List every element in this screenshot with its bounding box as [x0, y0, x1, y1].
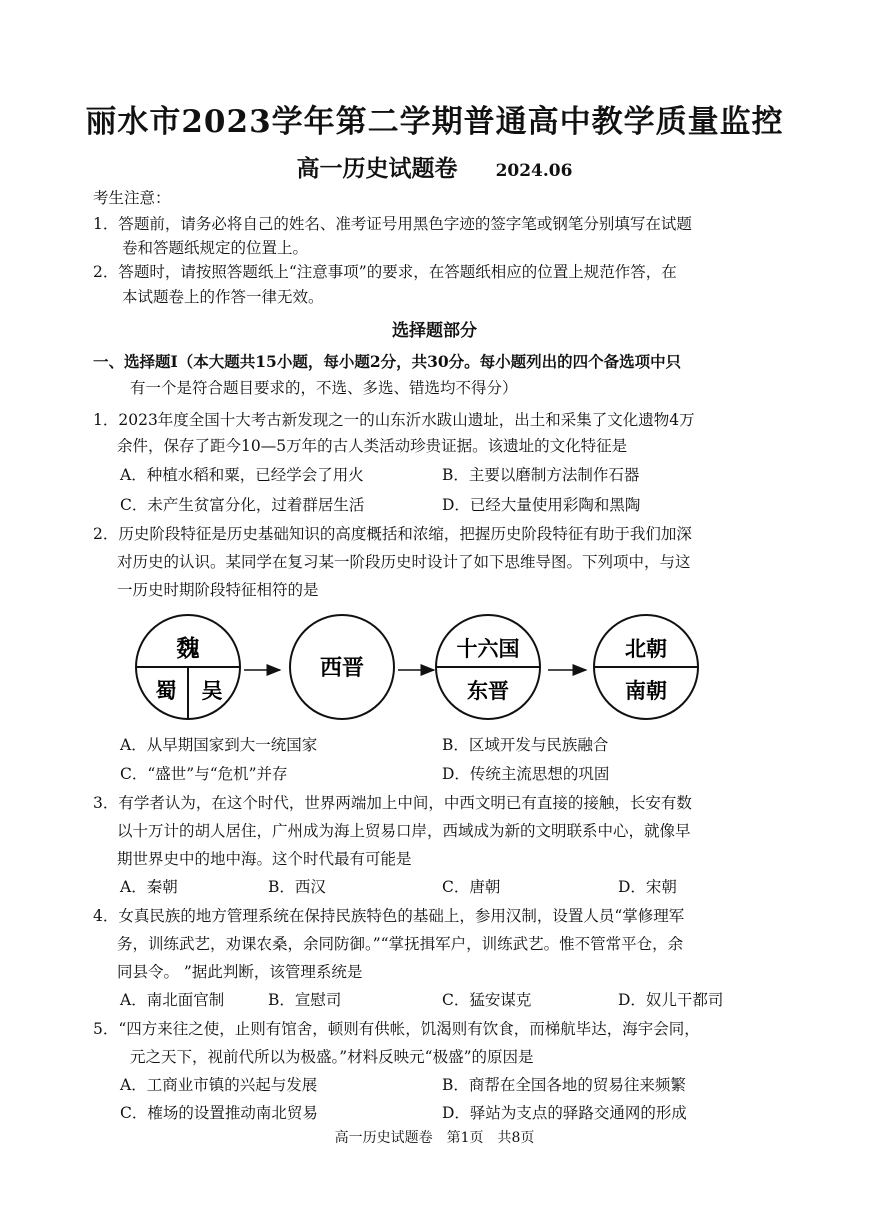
label-eastern-jin: 东晋	[467, 678, 509, 703]
option-a[interactable]: A．秦朝	[120, 878, 178, 896]
option-b[interactable]: B．区域开发与民族融合	[442, 736, 609, 754]
label-northern-dynasties: 北朝	[625, 636, 667, 661]
question-3-line: 3．有学者认为，在这个时代，世界两端加上中间，中西文明已有直接的接触，长安有数	[93, 794, 692, 812]
question-4-line: 4．女真民族的地方管理系统在保持民族特色的基础上，参用汉制，设置人员“掌修理军	[93, 907, 685, 925]
circle-western-jin	[290, 615, 394, 719]
option-d[interactable]: D．奴儿干都司	[618, 991, 724, 1009]
option-b[interactable]: B．西汉	[268, 878, 326, 896]
exam-subtitle	[0, 150, 869, 183]
option-c[interactable]: C．唐朝	[442, 878, 501, 896]
option-c[interactable]: C．未产生贫富分化，过着群居生活	[120, 496, 365, 514]
option-a[interactable]: A．南北面官制	[120, 991, 225, 1009]
question-5-line: 元之天下，视前代所以为极盛。”材料反映元“极盛”的原因是	[130, 1048, 534, 1066]
question-1-line: 余件，保存了距今10—5万年的古人类活动珍贵证据。该遗址的文化特征是	[117, 437, 628, 455]
section-title: 选择题部分	[392, 321, 477, 341]
label-shu: 蜀	[155, 678, 177, 703]
question-5-line: 5．“四方来往之使，止则有馆舍，顿则有供帐，饥渴则有饮食，而梯航毕达，海宇会同，	[93, 1020, 700, 1038]
question-4-line: 务，训练武艺，劝课农桑，余同防御。”“掌抚揖军户，训练武艺。惟不管常平仓，余	[117, 935, 684, 953]
option-a[interactable]: A．从早期国家到大一统国家	[120, 736, 318, 754]
question-2-line: 对历史的认识。某同学在复习某一阶段历史时设计了如下思维导图。下列项中，与这	[117, 553, 691, 571]
question-2-line: 一历史时期阶段特征相符的是	[117, 581, 319, 599]
question-1-line: 1．2023年度全国十大考古新发现之一的山东沂水跋山遗址，出土和采集了文化遗物4万	[93, 411, 695, 429]
label-southern-dynasties: 南朝	[625, 678, 667, 703]
label-wei: 魏	[176, 635, 200, 662]
subtitle-text: 高一历史试题卷	[296, 155, 458, 182]
label-sixteen-kingdoms: 十六国	[456, 636, 520, 661]
label-western-jin: 西晋	[319, 655, 365, 681]
notice-item: 本试题卷上的作答一律无效。	[122, 288, 324, 306]
question-3-line: 期世界史中的地中海。这个时代最有可能是	[117, 850, 412, 868]
part-heading: 一、选择题Ⅰ（本大题共15小题，每小题2分，共30分。每小题列出的四个备选项中只	[93, 352, 682, 371]
option-c[interactable]: C．榷场的设置推动南北贸易	[120, 1104, 318, 1122]
question-2-line: 2．历史阶段特征是历史基础知识的高度概括和浓缩，把握历史阶段特征有助于我们加深	[93, 525, 692, 543]
option-d[interactable]: D．驿站为支点的驿路交通网的形成	[442, 1104, 687, 1122]
option-d[interactable]: D．已经大量使用彩陶和黑陶	[442, 496, 641, 514]
option-a[interactable]: A．种植水稻和粟，已经学会了用火	[120, 466, 364, 484]
question-3-line: 以十万计的胡人居住，广州成为海上贸易口岸，西域成为新的文明联系中心，就像早	[117, 822, 691, 840]
circle-three-kingdoms	[136, 615, 240, 719]
option-d[interactable]: D．传统主流思想的巩固	[442, 765, 610, 783]
option-b[interactable]: B．主要以磨制方法制作石器	[442, 466, 640, 484]
label-wu: 吴	[201, 678, 223, 703]
option-d[interactable]: D．宋朝	[618, 878, 677, 896]
option-c[interactable]: C．猛安谋克	[442, 991, 532, 1009]
notice-item: 2．答题时，请按照答题纸上“注意事项”的要求，在答题纸相应的位置上规范作答，在	[93, 263, 677, 281]
notice-heading: 考生注意：	[93, 189, 171, 207]
notice-item: 卷和答题纸规定的位置上。	[122, 239, 309, 257]
option-b[interactable]: B．宣慰司	[268, 991, 342, 1009]
circle-sixteen-kingdoms	[436, 615, 540, 719]
part-note: 有一个是符合题目要求的，不选、多选、错选均不得分）	[130, 379, 518, 397]
circle-northern-southern	[594, 615, 698, 719]
page-footer: 高一历史试题卷 第1页 共8页	[334, 1130, 535, 1146]
option-a[interactable]: A．工商业市镇的兴起与发展	[120, 1076, 318, 1094]
option-c[interactable]: C．“盛世”与“危机”并存	[120, 765, 288, 783]
exam-date: 2024.06	[495, 161, 573, 181]
question-4-line: 同县令。 ”据此判断，该管理系统是	[117, 963, 363, 981]
option-b[interactable]: B．商帮在全国各地的贸易往来频繁	[442, 1076, 686, 1094]
mind-map-diagram	[120, 610, 740, 735]
notice-item: 1．答题前，请务必将自己的姓名、准考证号用黑色字迹的签字笔或钢笔分别填写在试题	[93, 215, 692, 233]
exam-title: 丽水市2023学年第二学期普通高中教学质量监控	[85, 104, 784, 140]
